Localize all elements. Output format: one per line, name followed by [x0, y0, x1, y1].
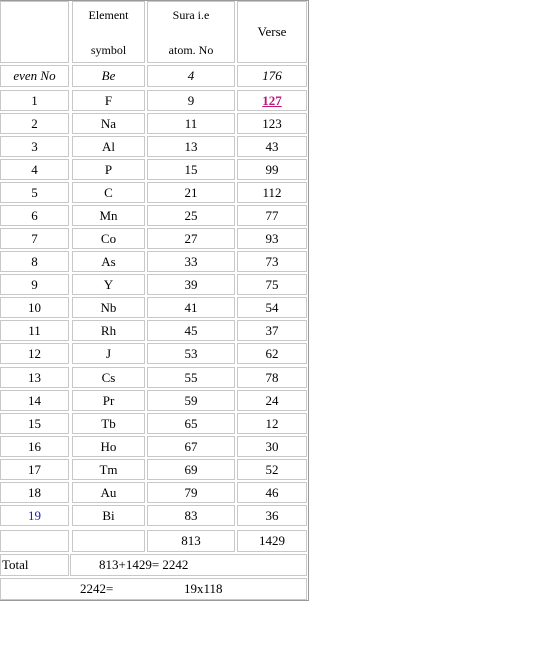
table-cell-n	[0, 90, 69, 111]
row-value-atom: 65	[184, 415, 198, 431]
row-value-verse: 52	[265, 461, 279, 477]
table-cell-verse	[237, 113, 307, 134]
row-value-sym: C	[104, 184, 113, 200]
table-cell-atom	[147, 274, 235, 295]
row-value-n: 17	[28, 461, 41, 477]
row-value-sym: P	[104, 161, 113, 177]
subheader-symbol	[72, 65, 145, 87]
table-cell-verse	[237, 182, 307, 203]
row-value-verse: 73	[265, 253, 279, 269]
table-cell-sym	[72, 113, 145, 134]
table-cell-verse	[237, 228, 307, 249]
header-sura-line1: Sura i.e	[172, 8, 210, 22]
table-cell-sym	[72, 136, 145, 157]
table-cell-verse	[237, 251, 307, 272]
table-cell-atom	[147, 159, 235, 180]
header-cell-element	[72, 1, 145, 63]
row-value-atom: 67	[184, 438, 198, 454]
table-cell-atom	[147, 482, 235, 503]
table-cell-n	[0, 320, 69, 341]
row-value-sym: Co	[100, 230, 117, 246]
row-value-sym: Nb	[100, 299, 117, 315]
row-value-verse: 93	[265, 230, 279, 246]
row-value-atom: 79	[184, 484, 198, 500]
row-value-n: 3	[31, 138, 38, 154]
table-cell-atom	[147, 228, 235, 249]
row-value-n: 16	[28, 438, 41, 454]
table-cell-n	[0, 390, 69, 411]
subheader-atom-text: 4	[187, 68, 195, 83]
table-cell-n	[0, 182, 69, 203]
row-value-n: 7	[31, 230, 38, 246]
row-value-sym: Bi	[102, 507, 115, 523]
row-value-atom: 21	[184, 184, 198, 200]
table-cell-sym	[72, 297, 145, 318]
sum-verse	[237, 530, 307, 552]
row-value-n: 12	[28, 345, 41, 361]
table-cell-n	[0, 228, 69, 249]
row-value-verse: 78	[265, 369, 279, 385]
row-value-atom: 39	[184, 276, 198, 292]
table-cell-n	[0, 482, 69, 503]
row-value-verse: 43	[265, 138, 279, 154]
table-cell-verse	[237, 343, 307, 364]
table-cell-n	[0, 343, 69, 364]
table-cell-n	[0, 251, 69, 272]
subheader-verse-text: 176	[262, 68, 282, 83]
row-value-atom: 27	[184, 230, 198, 246]
row-value-atom: 9	[187, 92, 195, 108]
row-value-verse: 99	[265, 161, 279, 177]
row-value-verse: 12	[265, 415, 279, 431]
row-value-atom: 69	[184, 461, 198, 477]
row-value-atom: 41	[184, 299, 198, 315]
table-cell-atom	[147, 459, 235, 480]
table-cell-sym	[72, 90, 145, 111]
row-value-atom: 83	[184, 507, 198, 523]
row-value-atom: 59	[184, 392, 198, 408]
row-value-verse: 62	[265, 345, 279, 361]
row-value-verse: 24	[265, 392, 279, 408]
sum-verse-text: 1429	[259, 533, 285, 548]
table-cell-sym	[72, 228, 145, 249]
table-cell-n	[0, 505, 69, 526]
header-cell-index	[0, 1, 69, 63]
table-cell-verse	[237, 413, 307, 434]
table-cell-atom	[147, 390, 235, 411]
table-cell-verse	[237, 436, 307, 457]
row-value-verse: 37	[265, 322, 279, 338]
table-cell-sym	[72, 274, 145, 295]
table-cell-sym	[72, 482, 145, 503]
subheader-symbol-text: Be	[101, 68, 116, 83]
row-value-verse: 112	[262, 184, 282, 200]
header-element-line1: Element	[88, 8, 129, 22]
table-cell-n	[0, 113, 69, 134]
table-cell-atom	[147, 182, 235, 203]
table-cell-atom	[147, 90, 235, 111]
row-value-n: 19	[28, 507, 41, 523]
table-cell-sym	[72, 436, 145, 457]
header-cell-verse	[237, 1, 307, 63]
table-cell-verse	[237, 205, 307, 226]
row-value-n: 18	[28, 484, 41, 500]
row-value-atom: 13	[184, 138, 198, 154]
table-cell-sym	[72, 251, 145, 272]
table-cell-n	[0, 274, 69, 295]
table-cell-atom	[147, 436, 235, 457]
table-cell-n	[0, 413, 69, 434]
total-expr-cell	[70, 554, 307, 576]
table-cell-atom	[147, 367, 235, 388]
row-value-sym: F	[104, 92, 113, 108]
row-value-sym: As	[101, 253, 116, 269]
row-value-n: 9	[31, 276, 38, 292]
row-value-atom: 11	[184, 115, 198, 131]
table-cell-verse	[237, 459, 307, 480]
table-cell-n	[0, 159, 69, 180]
row-value-sym: Au	[100, 484, 117, 500]
row-value-n: 4	[31, 161, 38, 177]
total-label: Total	[2, 557, 29, 572]
row-value-verse: 46	[265, 484, 279, 500]
table-cell-atom	[147, 113, 235, 134]
row-value-n: 11	[28, 322, 41, 338]
table-cell-atom	[147, 413, 235, 434]
table-cell-sym	[72, 320, 145, 341]
row-value-verse: 77	[265, 207, 279, 223]
table-cell-atom	[147, 320, 235, 341]
table-cell-n	[0, 367, 69, 388]
total-label-cell	[0, 554, 69, 576]
row-value-n: 10	[28, 299, 41, 315]
row-value-atom: 33	[184, 253, 198, 269]
table-cell-atom	[147, 205, 235, 226]
subheader-label-text: even No	[13, 68, 56, 83]
final-row-cell	[0, 578, 307, 600]
row-value-verse: 36	[265, 507, 279, 523]
table-cell-sym	[72, 182, 145, 203]
row-value-n: 14	[28, 392, 41, 408]
table-cell-sym	[72, 390, 145, 411]
sums-empty-1	[0, 530, 69, 552]
table-cell-atom	[147, 251, 235, 272]
row-value-atom: 45	[184, 322, 198, 338]
table-cell-atom	[147, 136, 235, 157]
subheader-label	[0, 65, 69, 87]
sum-atom	[147, 530, 235, 552]
table-cell-sym	[72, 367, 145, 388]
row-value-atom: 55	[184, 369, 198, 385]
row-value-n: 15	[28, 415, 41, 431]
header-cell-sura	[147, 1, 235, 63]
table-cell-verse	[237, 159, 307, 180]
table-cell-verse	[237, 505, 307, 526]
table-cell-atom	[147, 297, 235, 318]
row-value-sym: Na	[100, 115, 117, 131]
row-value-n: 5	[31, 184, 38, 200]
total-expr: 813+1429= 2242	[99, 557, 189, 572]
table-cell-sym	[72, 159, 145, 180]
table-cell-verse	[237, 90, 307, 111]
verse-link[interactable]: 127	[262, 92, 282, 108]
row-value-n: 2	[31, 115, 38, 131]
row-value-n: 6	[31, 207, 38, 223]
row-value-verse: 75	[265, 276, 279, 292]
header-sura-line2: atom. No	[168, 43, 214, 57]
row-value-sym: Cs	[101, 369, 116, 385]
row-value-sym: Al	[102, 138, 115, 154]
row-value-verse: 123	[262, 115, 282, 131]
table-cell-verse	[237, 367, 307, 388]
table-cell-n	[0, 136, 69, 157]
table-cell-verse	[237, 136, 307, 157]
table-cell-n	[0, 436, 69, 457]
sums-empty-2	[72, 530, 145, 552]
row-value-sym: Y	[103, 276, 114, 292]
table-cell-sym	[72, 459, 145, 480]
table-cell-sym	[72, 343, 145, 364]
row-value-n: 8	[31, 253, 38, 269]
table-cell-verse	[237, 320, 307, 341]
subheader-verse	[237, 65, 307, 87]
table-cell-atom	[147, 343, 235, 364]
row-value-atom: 15	[184, 161, 198, 177]
header-verse-label: Verse	[257, 24, 287, 39]
table-cell-sym	[72, 413, 145, 434]
row-value-n: 13	[28, 369, 41, 385]
final-right: 19x118	[184, 581, 223, 596]
row-value-sym: Ho	[100, 438, 117, 454]
final-left: 2242=	[80, 581, 114, 596]
table-cell-verse	[237, 482, 307, 503]
header-element-line2: symbol	[90, 43, 127, 57]
table-cell-verse	[237, 390, 307, 411]
subheader-atom	[147, 65, 235, 87]
table-cell-sym	[72, 505, 145, 526]
table-cell-atom	[147, 505, 235, 526]
row-value-n: 1	[31, 92, 38, 108]
row-value-sym: Pr	[102, 392, 115, 408]
table-cell-n	[0, 205, 69, 226]
table-cell-n	[0, 459, 69, 480]
row-value-atom: 25	[184, 207, 198, 223]
row-value-verse: 54	[265, 299, 279, 315]
row-value-atom: 53	[184, 345, 198, 361]
row-value-sym: Rh	[100, 322, 117, 338]
row-value-sym: Tm	[99, 461, 118, 477]
table-cell-verse	[237, 274, 307, 295]
row-value-sym: Mn	[99, 207, 118, 223]
table-cell-n	[0, 297, 69, 318]
table-cell-verse	[237, 297, 307, 318]
sum-atom-text: 813	[181, 533, 201, 548]
row-value-sym: J	[105, 345, 112, 361]
table-cell-sym	[72, 205, 145, 226]
row-value-sym: Tb	[101, 415, 116, 431]
row-value-verse: 30	[265, 438, 279, 454]
